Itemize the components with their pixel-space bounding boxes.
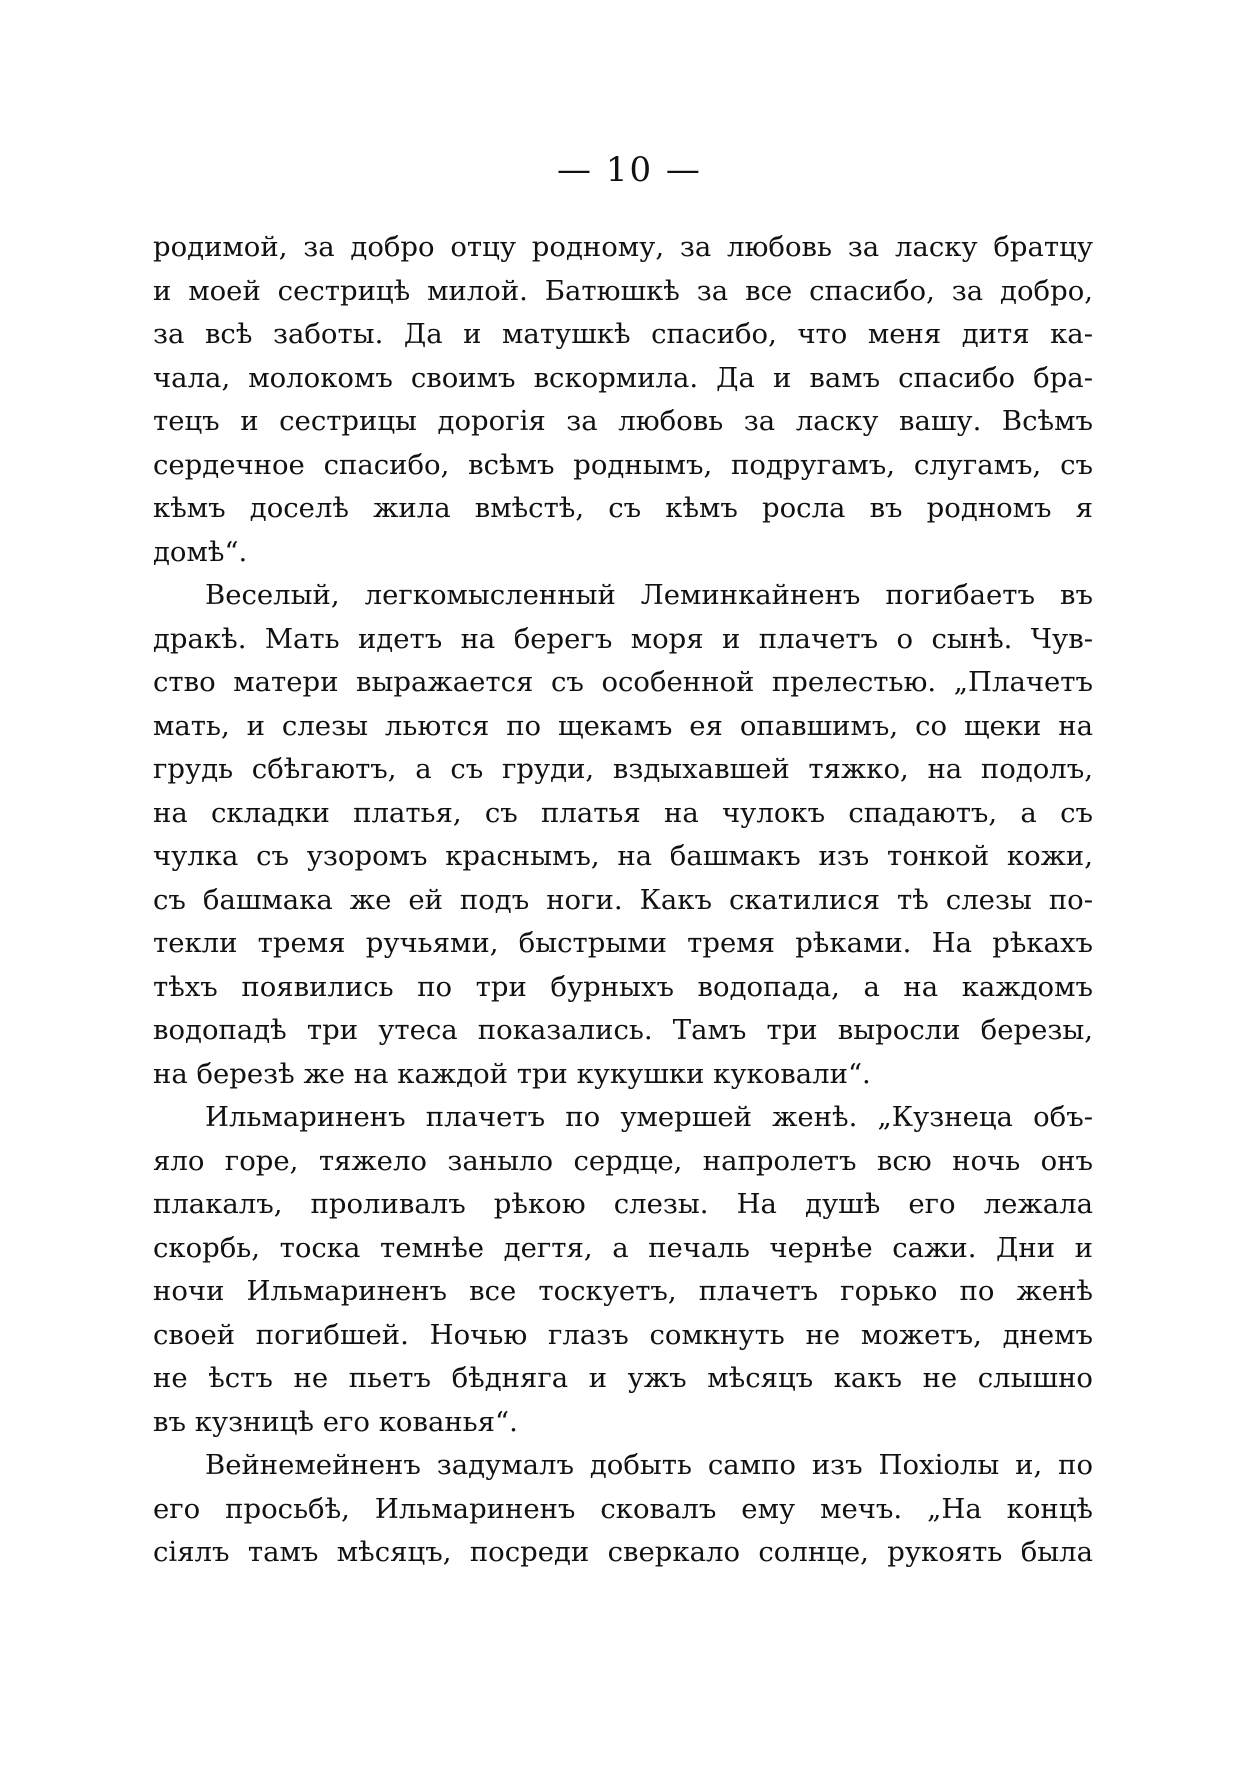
body-text <box>153 226 1093 1575</box>
text-line: дракѣ. Мать идетъ на берегъ моря и плачетъ о сынѣ. Чув- <box>153 622 1093 655</box>
text-line: тѣхъ появились по три бурныхъ водопада, а на каждомъ <box>153 970 1093 1003</box>
text-line: скорбь, тоска темнѣе дегтя, а печаль чернѣе сажи. Дни и <box>153 1231 1093 1264</box>
text-line: съ башмака же ей подъ ноги. Какъ скатилися тѣ слезы по- <box>153 883 1093 916</box>
text-line: Вейнемейненъ задумалъ добыть сампо изъ Похіолы и, по <box>205 1449 1093 1481</box>
text-line: чала, молокомъ своимъ вскормила. Да и вамъ спасибо бра- <box>153 361 1093 394</box>
text-line: водопадѣ три утеса показались. Тамъ три выросли березы, <box>153 1014 1093 1046</box>
text-line: сіялъ тамъ мѣсяцъ, посреди сверкало солнце, рукоять была <box>153 1536 1093 1568</box>
text-line: и моей сестрицѣ милой. Батюшкѣ за все спасибо, за добро, <box>153 274 1093 307</box>
paragraph-2 <box>153 574 1093 1096</box>
text-line: за всѣ заботы. Да и матушкѣ спасибо, что меня дитя ка- <box>153 318 1093 350</box>
paragraph-1 <box>153 226 1093 574</box>
text-line: Веселый, легкомысленный Леминкайненъ погибаетъ въ <box>205 579 1093 611</box>
text-line: Ильмариненъ плачетъ по умершей женѣ. „Кузнеца объ- <box>205 1101 1093 1133</box>
text-line: мать, и слезы льются по щекамъ ея опавшимъ, со щеки на <box>153 709 1093 742</box>
text-line: сердечное спасибо, всѣмъ роднымъ, подругамъ, слугамъ, съ <box>153 448 1093 481</box>
text-line: тецъ и сестрицы дорогія за любовь за ласку вашу. Всѣмъ <box>153 405 1093 437</box>
text-line: яло горе, тяжело заныло сердце, напролетъ всю ночь онъ <box>153 1144 1093 1177</box>
text-line: домѣ“. <box>153 535 248 568</box>
text-line: кѣмъ доселѣ жила вмѣстѣ, съ кѣмъ росла въ родномъ я <box>153 492 1093 524</box>
text-line: ство матери выражается съ особенной прелестью. „Плачетъ <box>153 666 1093 698</box>
text-line: въ кузницѣ его кованья“. <box>153 1405 518 1438</box>
page-number: — 10 — <box>557 150 702 190</box>
text-line: не ѣстъ не пьетъ бѣдняга и ужъ мѣсяцъ какъ не слышно <box>153 1362 1093 1394</box>
text-line: на складки платья, съ платья на чулокъ спадаютъ, а съ <box>153 796 1093 829</box>
text-line: чулка съ узоромъ краснымъ, на башмакъ изъ тонкой кожи, <box>153 840 1093 872</box>
text-line: текли тремя ручьями, быстрыми тремя рѣками. На рѣкахъ <box>153 927 1093 959</box>
text-line: родимой, за добро отцу родному, за любовь за ласку братцу <box>153 231 1093 263</box>
text-line: на березѣ же на каждой три кукушки куковали“. <box>153 1057 871 1090</box>
text-line: своей погибшей. Ночью глазъ сомкнуть не можетъ, днемъ <box>153 1318 1093 1351</box>
text-line: грудь сбѣгаютъ, а съ груди, вздыхавшей тяжко, на подолъ, <box>153 753 1093 785</box>
paragraph-3 <box>153 1096 1093 1444</box>
text-line: плакалъ, проливалъ рѣкою слезы. На душѣ его лежала <box>153 1188 1093 1220</box>
text-line: ночи Ильмариненъ все тоскуетъ, плачетъ горько по женѣ <box>153 1275 1093 1307</box>
paragraph-4 <box>153 1444 1093 1575</box>
text-line: его просьбѣ, Ильмариненъ сковалъ ему мечъ. „На концѣ <box>153 1492 1093 1525</box>
